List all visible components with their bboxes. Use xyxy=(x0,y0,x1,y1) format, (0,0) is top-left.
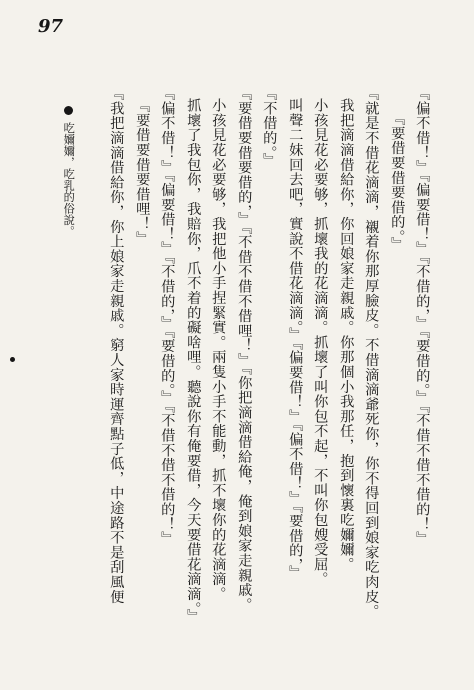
text-column-6: 叫聲二妹回去吧，實說不借花滴滴。』『偏要借！』『偏不借！』『要借的，』 xyxy=(287,98,304,581)
footnote-marker-icon xyxy=(64,106,73,115)
text-column-5: 小孩見花必要够，抓壞我的花滴滴。抓壞了叫你包不起，不叫你包嫂受屈。 xyxy=(312,98,329,587)
text-column-4: 我把滴滴借給你，你回娘家走親戚。你那個小我那任，抱到懷裏吃嬭嬭。 xyxy=(338,98,355,572)
text-column-12: 『要借要借要借哩！』 xyxy=(134,98,151,246)
ink-speck xyxy=(10,357,15,362)
footnote: 吃嬭嬭，吃乳的俗說。 xyxy=(62,122,76,237)
text-column-9: 小孩見花必要够，我把他小手捏緊實。兩隻小手不能動，抓不壞你的花滴滴。 xyxy=(210,98,227,602)
text-column-13: 『我把滴滴借給你，你上娘家走親戚。窮人家時運齊點子低，中途路不是刮風便 xyxy=(108,86,125,604)
text-column-7: 『不借的。』 xyxy=(261,86,278,168)
text-column-3: 『就是不借花滴滴，襯着你那厚臉皮。不借滴滴爺死你，你不得回到娘家吃肉皮。 xyxy=(363,86,380,619)
text-column-8: 『要借要借要借的，』『不借不借不借哩！』『你把滴滴借給俺，俺到娘家走親戚。 xyxy=(236,86,253,613)
text-column-11: 『偏不借！』『偏要借！』『不借的，』『要借的。』『不借不借不借的！』 xyxy=(159,86,176,547)
text-column-10: 抓壞了我包你，我賠你，爪不着的礙啥哩。聽說你有俺要借，今天要借花滴滴。』 xyxy=(185,98,202,624)
page-number: 97 xyxy=(38,16,64,37)
text-column-1: 『偏不借！』『偏要借！』『不借的，』『要借的。』『不借不借不借的！』 xyxy=(414,86,431,547)
text-column-2: 『要借要借要借的。』 xyxy=(389,111,406,252)
